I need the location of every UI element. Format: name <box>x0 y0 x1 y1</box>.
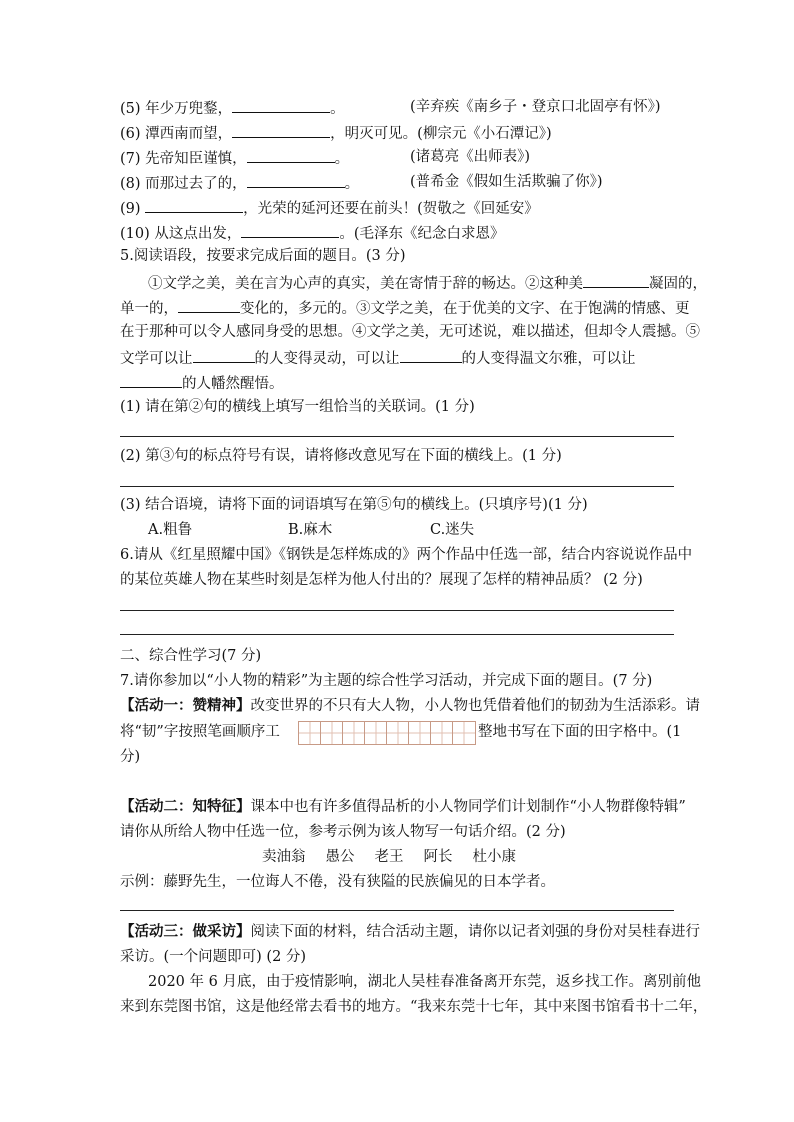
poem-line-9: (9) ，光荣的延河还要在前头！(贺敬之《回延安》 <box>120 197 539 219</box>
person-name: 阿长 <box>423 849 453 865</box>
person-name: 老王 <box>374 849 404 865</box>
answer-blank[interactable] <box>241 222 339 238</box>
q5-paragraph-line5: 的人幡然醒悟。 <box>120 372 284 394</box>
activity2-line1: 【活动二：知特征】课本中也有许多值得品析的小人物同学们计划制作“小人物群像特辑” <box>120 798 686 815</box>
tianzige-cell[interactable] <box>343 722 365 744</box>
activity3-label: 【活动三：做采访】 <box>120 923 251 940</box>
poem-line-5: (5) 年少万兜鍪， 。 <box>120 97 345 119</box>
activity1-line3: 分) <box>120 749 141 765</box>
answer-line[interactable] <box>120 634 674 635</box>
example-text: 示例：藤野先生，一位诲人不倦，没有狭隘的民族偏见的日本学者。 <box>120 874 555 890</box>
activity1-line1: 【活动一：赞精神】改变世界的不只有大人物，小人物也凭借着他们的韧劲为生活添彩。请 <box>120 697 700 714</box>
q5-sub2: (2) 第③句的标点符号有误，请将修改意见写在下面的横线上。(1 分) <box>120 448 562 464</box>
q5-option-b: B.麻木 <box>288 522 333 538</box>
answer-line[interactable] <box>120 436 674 437</box>
tianzige-cell[interactable] <box>299 722 321 744</box>
q6-line1: 6.请从《红星照耀中国》《钢铁是怎样炼成的》两个作品中任选一部，结合内容说说作品中 <box>120 547 693 563</box>
tianzige-grid[interactable] <box>298 721 476 745</box>
tianzige-cell[interactable] <box>453 722 475 744</box>
material-line2: 来到东莞图书馆，这是他经常去看书的地方。“我来东莞十七年，其中来图书馆看书十二年， <box>120 999 708 1015</box>
activity3-line1: 【活动三：做采访】阅读下面的材料，结合活动主题，请你以记者刘强的身份对吴桂春进行 <box>120 923 700 940</box>
poem-line-10: (10) 从这点出发， 。(毛泽东《纪念白求恩》 <box>120 222 505 244</box>
q5-sub3: (3) 结合语境，请将下面的词语填写在第⑤句的横线上。(只填序号)(1 分) <box>120 497 588 513</box>
poem-line-6: (6) 潭西南而望， ，明灭可见。(柳宗元《小石潭记》) <box>120 122 552 144</box>
answer-blank[interactable] <box>232 122 330 138</box>
q5-option-a: A.粗鲁 <box>148 522 193 538</box>
q5-option-c: C.迷失 <box>430 522 475 538</box>
people-list <box>262 847 516 867</box>
tianzige-cell[interactable] <box>365 722 387 744</box>
poem-line-7: (7) 先帝知臣谨慎， 。 <box>120 147 349 169</box>
activity1-line2a: 将“韧”字按照笔画顺序工 <box>120 724 280 740</box>
answer-blank[interactable] <box>583 272 649 288</box>
tianzige-cell[interactable] <box>387 722 409 744</box>
activity1-line2b: 整地书写在下面的田字格中。(1 <box>478 724 682 740</box>
tianzige-cell[interactable] <box>321 722 343 744</box>
q5-paragraph-line2: 单一的， 变化的，多元的。③文学之美，在于优美的文字、在于饱满的情感、更 <box>120 297 690 319</box>
answer-blank[interactable] <box>247 172 345 188</box>
answer-line[interactable] <box>120 610 674 611</box>
q7-prompt: 7.请你参加以“小人物的精彩”为主题的综合性学习活动，并完成下面的题目。(7 分) <box>120 673 653 689</box>
poem-source-8: (普希金《假如生活欺骗了你》) <box>410 174 603 190</box>
q5-sub1: (1) 请在第②句的横线上填写一组恰当的关联词。(1 分) <box>120 399 475 415</box>
section2-heading: 二、综合性学习(7 分) <box>120 648 262 664</box>
answer-line[interactable] <box>120 910 674 911</box>
q5-paragraph-line1: ①文学之美，美在言为心声的真实，美在寄情于辞的畅达。②这种美 凝固的， <box>148 272 707 294</box>
q6-line2: 的某位英雄人物在某些时刻是怎样为他人付出的？展现了怎样的精神品质？ (2 分) <box>120 572 643 588</box>
answer-blank[interactable] <box>232 97 330 113</box>
answer-blank[interactable] <box>145 197 243 213</box>
activity1-label: 【活动一：赞精神】 <box>120 697 251 714</box>
activity2-label: 【活动二：知特征】 <box>120 798 251 815</box>
person-name: 杜小康 <box>472 849 516 865</box>
answer-blank[interactable] <box>247 147 335 163</box>
person-name: 愚公 <box>325 849 355 865</box>
answer-line[interactable] <box>120 486 674 487</box>
answer-blank[interactable] <box>120 372 182 388</box>
q5-title: 5.阅读语段，按要求完成后面的题目。(3 分) <box>120 248 406 264</box>
person-name: 卖油翁 <box>262 849 306 865</box>
tianzige-cell[interactable] <box>409 722 431 744</box>
answer-blank[interactable] <box>400 347 462 363</box>
poem-source-5: (辛弃疾《南乡子・登京口北固亭有怀》) <box>410 99 661 115</box>
answer-blank[interactable] <box>193 347 255 363</box>
poem-source-7: (诸葛亮《出师表》) <box>410 149 531 165</box>
tianzige-cell[interactable] <box>431 722 453 744</box>
poem-line-8: (8) 而那过去了的， 。 <box>120 172 359 194</box>
material-line1: 2020 年 6 月底，由于疫情影响，湖北人吴桂春准备离开东莞，返乡找工作。离别前他 <box>148 974 701 990</box>
answer-blank[interactable] <box>178 297 240 313</box>
activity3-line2: 采访。(一个问题即可) (2 分) <box>120 949 307 965</box>
activity2-line2: 请你从所给人物中任选一位，参考示例为该人物写一句话介绍。(2 分) <box>120 824 566 840</box>
q5-paragraph-line4: 文学可以让 的人变得灵动，可以让 的人变得温文尔雅，可以让 <box>120 347 636 369</box>
q5-paragraph-line3: 在于那种可以令人感同身受的思想。④文学之美，无可述说，难以描述，但却令人震撼。⑤ <box>120 324 700 340</box>
